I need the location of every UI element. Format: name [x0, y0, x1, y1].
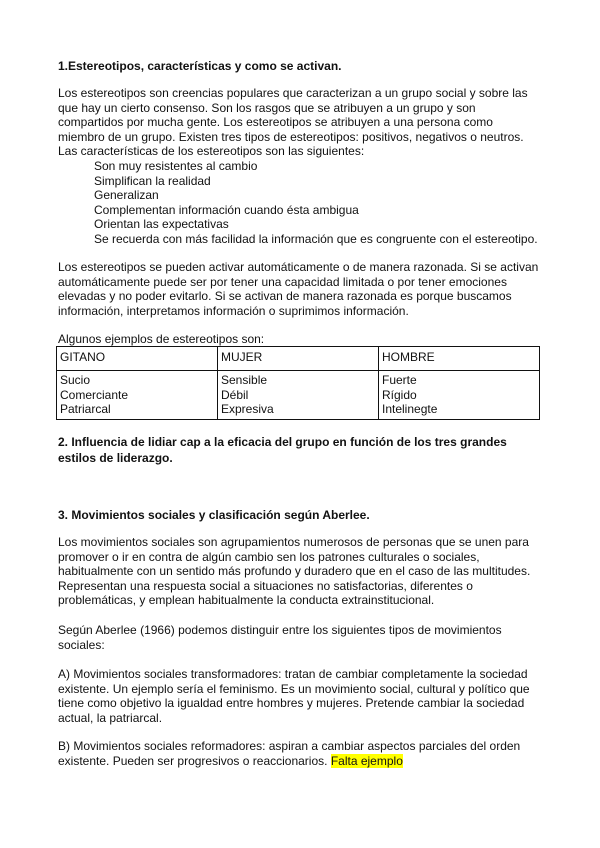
cell-value: Sucio [60, 373, 91, 387]
cell-value: Débil [221, 387, 249, 402]
section-1-title: 1.Estereotipos, características y como se activan. [58, 59, 342, 73]
characteristic-item: Son muy resistentes al cambio [94, 158, 258, 173]
paragraph-line: B) Movimientos sociales reformadores: aspiran a cambiar aspectos parciales del orden [58, 739, 521, 753]
characteristic-item: Simplifican la realidad [94, 173, 211, 188]
intro-line: Los estereotipos son creencias populares que caracterizan a un grupo social y sobre las [58, 86, 528, 100]
reformist-movements-paragraph [58, 739, 540, 768]
table-header-cell: HOMBRE [379, 347, 540, 371]
activation-line: Los estereotipos se pueden activar automáticamente o de manera razonada. Si se activan [58, 260, 539, 274]
aberlee-intro-paragraph [58, 623, 540, 652]
table-row [57, 371, 540, 420]
characteristic-item: Complementan información cuando ésta ambigua [94, 202, 359, 217]
cell-value: Rígido [382, 387, 417, 402]
paragraph-line: existente. Un ejemplo sería el feminismo. Es un movimiento social, cultural y político que [58, 681, 530, 696]
stereotype-examples-table [56, 346, 540, 420]
characteristic-item: Orientan las expectativas [94, 217, 229, 232]
characteristic-item: Generalizan [94, 188, 159, 203]
highlighted-note: Falta ejemplo [330, 753, 403, 768]
cell-value: Patriarcal [60, 402, 111, 417]
activation-line: elevadas y no poder evitarlo. Si se activan de manera razonada es porque buscamos [58, 289, 512, 304]
intro-line: compartidos por mucha gente. Los estereotipos se atribuyen a una persona como [58, 115, 493, 130]
transformative-movements-paragraph [58, 667, 540, 725]
table-cell-gitano [57, 371, 218, 420]
section-2-title-line: estilos de liderazgo. [58, 451, 173, 465]
paragraph-line: sociales: [58, 637, 105, 652]
activation-line: información, interpretamos información o suprimimos información. [58, 303, 409, 318]
paragraph-line: habitualmente con un sentido más profundo y duradero que en el caso de las multitudes. [58, 564, 531, 579]
section-1-intro-paragraph [58, 86, 540, 247]
paragraph-line: promover o ir en contra de algún cambio sen los patrones culturales o sociales, [58, 549, 480, 564]
cell-value: Expresiva [221, 402, 274, 417]
social-movements-paragraph [58, 535, 540, 608]
paragraph-text: existente. Pueden ser progresivos o reaccionarios. [58, 753, 328, 768]
activation-line: automáticamente puede ser por tener una capacidad limitada o por tener emociones [58, 274, 507, 289]
cell-value: Comerciante [60, 387, 129, 402]
table-header-row [57, 347, 540, 371]
paragraph-line: Representan una respuesta social a situaciones no satisfactorias, diferentes o [58, 578, 473, 593]
paragraph-line: Según Aberlee (1966) podemos distinguir entre los siguientes tipos de movimientos [58, 623, 502, 637]
table-header-cell: MUJER [218, 347, 379, 371]
cell-value: Fuerte [382, 373, 417, 387]
cell-value: Intelinegte [382, 402, 438, 417]
table-cell-hombre [379, 371, 540, 420]
section-2-title [58, 434, 540, 466]
intro-line: miembro de un grupo. Existen tres tipos de estereotipos: positivos, negativos o neutros. [58, 129, 524, 144]
paragraph-line: tiene como objetivo la igualdad entre hombres y mujeres. Pretende cambiar la sociedad [58, 696, 525, 711]
paragraph-line [58, 754, 540, 769]
paragraph-line: actual, la patriarcal. [58, 710, 163, 725]
characteristic-item: Se recuerda con más facilidad la información que es congruente con el estereotipo. [94, 231, 538, 246]
table-header-cell: GITANO [57, 347, 218, 371]
intro-line: Las características de los estereotipos son las siguientes: [58, 144, 365, 159]
cell-value: Sensible [221, 373, 268, 387]
paragraph-line: Los movimientos sociales son agrupamientos numerosos de personas que se unen para [58, 535, 529, 549]
section-2-title-line: 2. Influencia de lidiar cap a la eficacia del grupo en función de los tres grandes [58, 435, 507, 449]
section-3-title: 3. Movimientos sociales y clasificación según Aberlee. [58, 508, 370, 522]
table-cell-mujer [218, 371, 379, 420]
paragraph-line: problemáticas, y emplean habitualmente la conducta extrainstitucional. [58, 593, 435, 608]
paragraph-line: A) Movimientos sociales transformadores: tratan de cambiar completamente la sociedad [58, 667, 528, 681]
activation-paragraph [58, 260, 540, 318]
intro-line: que hay un cierto consenso. Son los rasgos que se atribuyen a un grupo y son [58, 100, 476, 115]
examples-intro: Algunos ejemplos de estereotipos son: [58, 332, 265, 346]
